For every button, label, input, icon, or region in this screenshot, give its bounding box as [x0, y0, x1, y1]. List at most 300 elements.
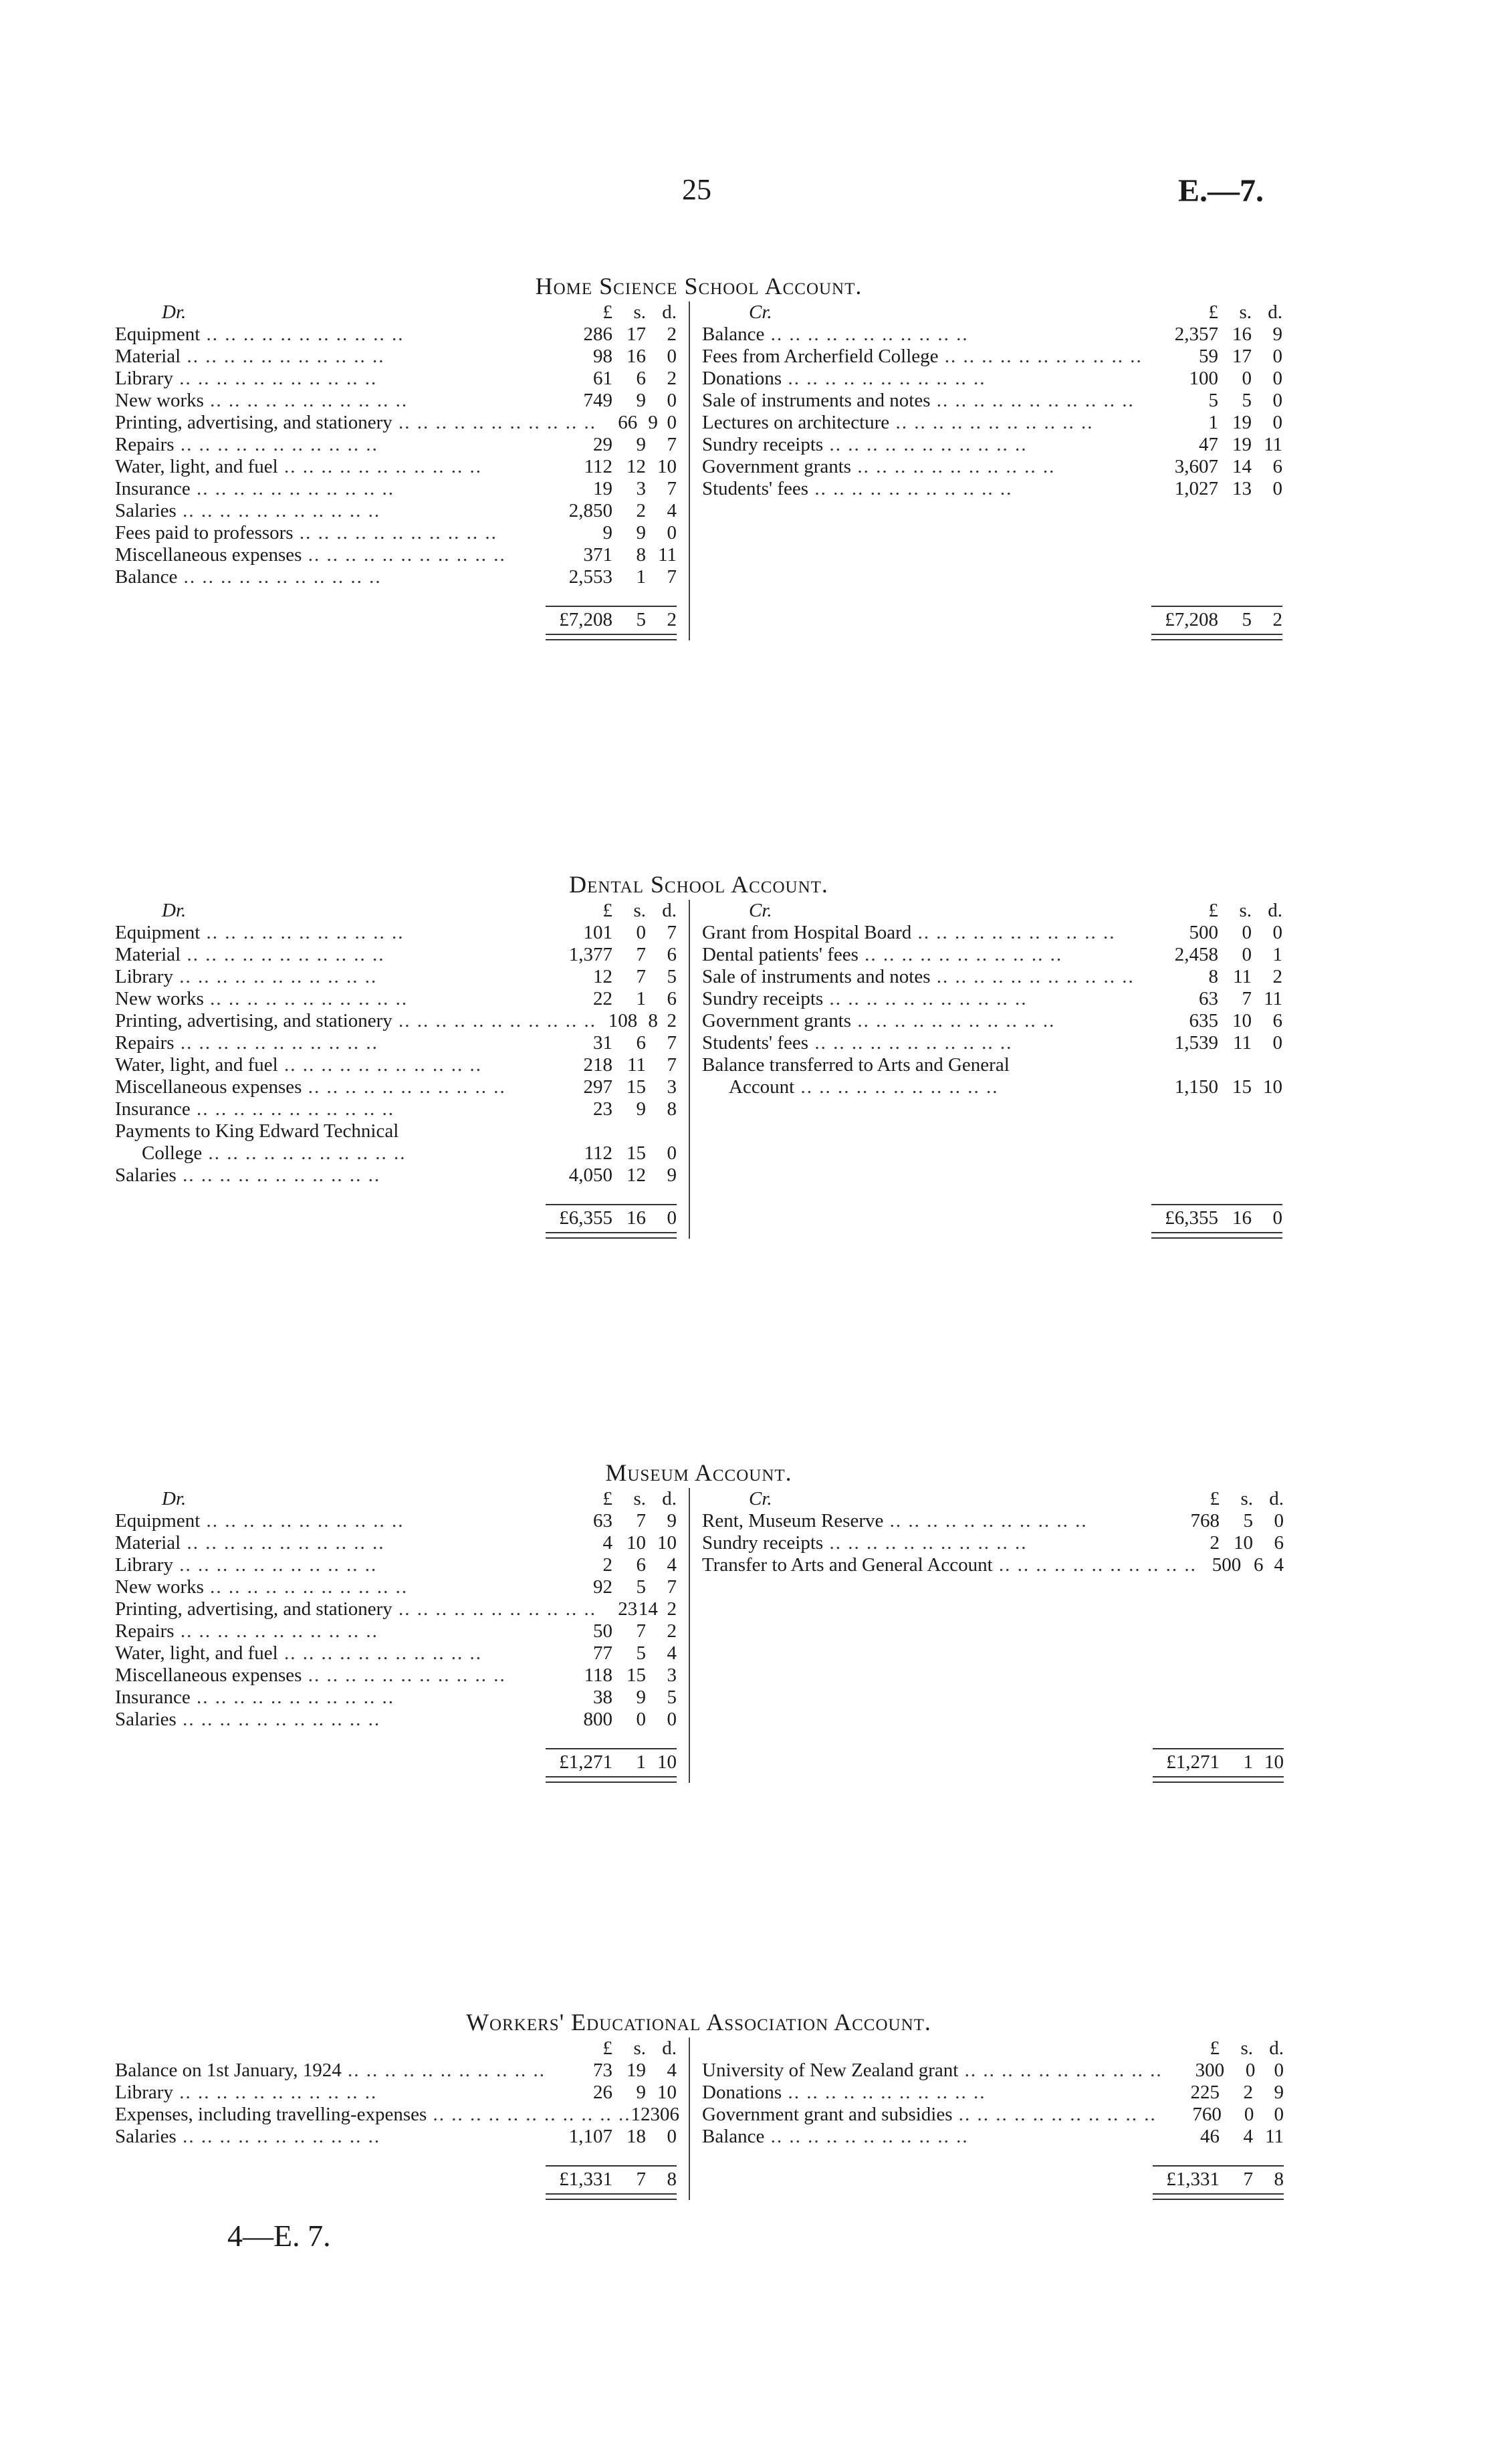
amount-pence: 0	[1272, 368, 1282, 389]
amount-pence: 3	[667, 1076, 677, 1098]
ledger-row	[115, 1010, 677, 1032]
amount-shillings: 0	[636, 922, 646, 943]
dr-side	[115, 900, 690, 1239]
amount-pence: 6	[1274, 1532, 1284, 1554]
leader-dots: .. .. .. .. .. .. .. .. .. .. ..	[181, 1532, 385, 1554]
ledger-item	[115, 566, 546, 588]
ledger-row	[115, 500, 677, 522]
amount-pounds: 286	[583, 324, 612, 345]
leader-dots: .. .. .. .. .. .. .. .. .. .. ..	[392, 412, 597, 433]
ledger-item	[702, 368, 1151, 390]
dr-side	[115, 301, 690, 640]
leader-dots: .. .. .. .. .. .. .. .. .. .. ..	[174, 434, 378, 455]
column-header: £	[1208, 900, 1218, 921]
ledger-item	[115, 346, 546, 368]
total-pounds: £1,271	[1166, 1751, 1220, 1773]
amount-shillings: 19	[1232, 434, 1252, 455]
ledger-item	[115, 966, 546, 988]
amount-pence: 0	[667, 1142, 677, 1164]
ledger-item-label: Fees paid to professors	[115, 522, 294, 543]
ledger-row	[115, 1120, 677, 1142]
dr-total	[115, 606, 677, 640]
cr-total	[702, 1204, 1282, 1239]
amount-shillings: 1	[636, 988, 646, 1009]
amount-pounds: 23	[593, 1098, 612, 1120]
leader-dots: .. .. .. .. .. .. .. .. .. .. ..	[392, 1010, 597, 1031]
ledger-row	[115, 1532, 677, 1554]
amount-pence: 8	[667, 1098, 677, 1120]
ledger-item	[115, 1032, 546, 1054]
ledger-item	[115, 1164, 546, 1187]
amount-pence: 11	[1265, 2126, 1284, 2147]
ledger-item	[115, 2082, 546, 2104]
rule-line	[546, 2193, 677, 2200]
leader-dots: .. .. .. .. .. .. .. .. .. .. ..	[173, 1554, 378, 1576]
ledger-item-label: New works	[115, 988, 204, 1009]
ledger-item	[115, 1709, 546, 1731]
ledger-item	[702, 412, 1151, 434]
amount-shillings: 0	[636, 1709, 646, 1730]
ledger-row	[115, 2060, 677, 2082]
double-rule	[115, 2191, 677, 2200]
amount-pounds: 26	[593, 2082, 612, 2103]
total-row	[702, 606, 1282, 631]
ledger-row	[115, 966, 677, 988]
amount-pounds: 2,850	[568, 500, 612, 521]
amount-pence: 6	[1272, 1010, 1282, 1031]
amount-pounds: 300	[1195, 2060, 1225, 2081]
column-header: £	[602, 301, 612, 323]
leader-dots: .. .. .. .. .. .. .. .. .. .. ..	[808, 478, 1013, 499]
ledger-item-label: Balance	[702, 2126, 765, 2147]
amount-pence: 0	[1272, 1032, 1282, 1054]
amount-pence: 0	[1274, 1510, 1284, 1531]
leader-dots: .. .. .. .. .. .. .. .. .. .. ..	[392, 1598, 597, 1620]
amount-pounds: 31	[593, 1032, 612, 1054]
cr-side	[690, 2038, 1284, 2200]
cr-side	[690, 1488, 1284, 1783]
account-columns	[115, 301, 1282, 640]
ledger-row	[702, 1164, 1282, 1187]
ledger-row	[702, 1620, 1284, 1642]
column-header: d.	[662, 2038, 677, 2059]
amount-pounds: 1	[1208, 412, 1218, 433]
column-header: s.	[633, 2038, 646, 2059]
amount-shillings: 15	[626, 1665, 646, 1686]
amount-pence: 0	[667, 346, 677, 367]
ledger-item-label: Salaries	[115, 1164, 177, 1186]
ledger-item	[115, 1576, 546, 1598]
ledger-item	[115, 944, 546, 966]
amount-shillings: 15	[626, 1142, 646, 1164]
amount-pence: 6	[1272, 456, 1282, 477]
ledger-row	[115, 1709, 677, 1731]
amount-shillings: 12	[626, 1164, 646, 1186]
amount-pence: 11	[1264, 988, 1282, 1009]
ledger-item-label: Library	[115, 1554, 173, 1576]
ledger-item-label: Printing, advertising, and stationery	[115, 1010, 392, 1031]
total-pounds: £1,271	[559, 1751, 612, 1773]
column-header: d.	[662, 301, 677, 323]
amount-pounds: 77	[593, 1642, 612, 1664]
amount-shillings: 5	[1243, 1510, 1253, 1531]
total-row	[115, 606, 677, 631]
double-rule	[702, 1773, 1284, 1783]
ledger-row	[702, 1554, 1284, 1576]
ledger-item-label: Material	[115, 944, 181, 965]
ledger-item-label: Water, light, and fuel	[115, 1054, 278, 1076]
ledger-row	[115, 566, 677, 588]
amount-pounds: 5	[1208, 390, 1218, 411]
ledger-item-label: Sundry receipts	[702, 1532, 824, 1554]
column-header: d.	[662, 1488, 677, 1509]
amount-pence: 7	[667, 1576, 677, 1598]
ledger-row	[702, 1598, 1284, 1620]
amount-shillings: 1	[636, 566, 646, 588]
amount-pounds: 500	[1189, 922, 1218, 943]
ledger-item	[115, 544, 546, 566]
total-pounds: £7,208	[1165, 609, 1218, 630]
cr-side	[690, 301, 1282, 640]
dr-side	[115, 2038, 690, 2200]
ledger-row	[702, 944, 1282, 966]
ledger-item-label: Equipment	[115, 922, 201, 943]
ledger-row	[115, 2104, 680, 2126]
amount-pounds: 63	[1199, 988, 1218, 1009]
ledger-row	[702, 522, 1282, 544]
ledger-row	[115, 324, 677, 346]
ledger-item	[702, 1510, 1153, 1532]
ledger-item	[115, 1142, 546, 1164]
amount-pence: 0	[1272, 412, 1282, 433]
ledger-item	[702, 1076, 1151, 1098]
ledger-item	[115, 1598, 596, 1620]
amount-shillings: 4	[1243, 2126, 1253, 2147]
amount-shillings: 0	[660, 2104, 670, 2125]
amount-pounds: 4,050	[568, 1164, 612, 1186]
amount-pounds: 371	[583, 544, 612, 566]
dr-side	[115, 1488, 690, 1783]
amount-shillings: 17	[626, 324, 646, 345]
amount-pounds: 9	[602, 522, 612, 543]
amount-pounds: 38	[593, 1687, 612, 1708]
amount-pence: 6	[667, 988, 677, 1009]
page-reference: E.—7.	[1178, 173, 1264, 209]
amount-pence: 6	[667, 944, 677, 965]
rule-line	[1151, 1232, 1282, 1239]
amount-pounds: 297	[583, 1076, 612, 1098]
amount-shillings: 7	[636, 1510, 646, 1531]
ledger-row	[702, 988, 1282, 1010]
ledger-row	[115, 1665, 677, 1687]
ledger-item	[115, 522, 546, 544]
amount-pence: 11	[1264, 434, 1282, 455]
leader-dots: .. .. .. .. .. .. .. .. .. .. ..	[177, 566, 382, 588]
ledger-row	[702, 500, 1282, 522]
ledger-row	[115, 456, 677, 478]
amount-shillings: 9	[636, 1687, 646, 1708]
ledger-item	[115, 1620, 546, 1642]
ledger-row	[115, 2082, 677, 2104]
leader-dots: .. .. .. .. .. .. .. .. .. .. ..	[302, 1076, 506, 1098]
ledger-item-label: Students' fees	[702, 1032, 809, 1054]
ledger-row	[702, 2060, 1284, 2082]
leader-dots: .. .. .. .. .. .. .. .. .. .. ..	[427, 2104, 631, 2125]
amount-pence: 0	[667, 412, 677, 433]
ledger-item-label: Equipment	[115, 324, 201, 345]
workers-educational-association-account	[115, 2007, 1282, 2200]
amount-shillings: 14	[638, 1598, 658, 1620]
total-shillings: 16	[626, 1207, 646, 1229]
page-number: 25	[682, 173, 711, 206]
dr-header-row	[115, 2038, 677, 2060]
amount-shillings: 10	[1234, 1532, 1253, 1554]
total-pounds: £1,331	[1166, 2169, 1220, 2190]
amount-pence: 11	[658, 544, 677, 566]
amount-shillings: 0	[1245, 2060, 1256, 2081]
leader-dots: .. .. .. .. .. .. .. .. .. .. ..	[176, 500, 381, 521]
ledger-item	[702, 2082, 1153, 2104]
total-pence: 10	[1264, 1751, 1284, 1773]
ledger-item	[702, 2060, 1163, 2082]
leader-dots: .. .. .. .. .. .. .. .. .. .. ..	[782, 2082, 986, 2103]
ledger-item-label: Rent, Museum Reserve	[702, 1510, 884, 1531]
ledger-item	[115, 456, 546, 478]
ledger-item	[702, 324, 1151, 346]
ledger-item	[702, 922, 1151, 944]
amount-shillings: 7	[636, 1620, 646, 1642]
ledger-row	[115, 1554, 677, 1576]
ledger-item	[702, 346, 1151, 368]
amount-shillings: 0	[1244, 2104, 1254, 2125]
ledger-row	[115, 412, 677, 434]
ledger-item-label: Transfer to Arts and General Account	[702, 1554, 993, 1576]
amount-pence: 7	[667, 922, 677, 943]
amount-pounds: 108	[608, 1010, 638, 1031]
amount-pence: 4	[667, 2060, 677, 2081]
leader-dots: .. .. .. .. .. .. .. .. .. .. ..	[203, 1576, 409, 1598]
amount-pence: 9	[667, 1510, 677, 1531]
amount-shillings: 6	[1253, 1554, 1264, 1576]
amount-pence: 2	[1272, 966, 1282, 987]
ledger-item-label: Government grant and subsidies	[702, 2104, 953, 2125]
amount-pounds: 2	[1210, 1532, 1220, 1554]
amount-pence: 5	[667, 1687, 677, 1708]
total-row	[115, 2165, 677, 2191]
amount-shillings: 15	[626, 1076, 646, 1098]
amount-pence: 2	[667, 1598, 677, 1620]
leader-dots: .. .. .. .. .. .. .. .. .. .. ..	[883, 1510, 1088, 1531]
column-header: £	[602, 900, 612, 921]
total-shillings: 1	[1243, 1751, 1253, 1773]
ledger-item-label: Sale of instruments and notes	[702, 390, 931, 411]
ledger-item	[702, 1032, 1151, 1054]
total-pence: 0	[1272, 1207, 1282, 1229]
ledger-row	[115, 1076, 677, 1098]
amount-pounds: 59	[1199, 346, 1218, 367]
amount-pounds: 112	[584, 456, 612, 477]
ledger-item	[115, 2126, 546, 2148]
ledger-item-label: Payments to King Edward Technical	[115, 1120, 399, 1142]
amount-pounds: 500	[1212, 1554, 1242, 1576]
amount-shillings: 10	[1232, 1010, 1252, 1031]
ledger-row	[115, 1098, 677, 1120]
ledger-item-label: Government grants	[702, 1010, 852, 1031]
amount-pence: 3	[667, 1665, 677, 1686]
amount-pounds: 50	[593, 1620, 612, 1642]
total-pence: 8	[1274, 2169, 1284, 2190]
amount-pounds: 19	[593, 478, 612, 499]
total-amount	[1151, 1204, 1282, 1229]
ledger-item-label: Expenses, including travelling-expenses	[115, 2104, 427, 2125]
ledger-item-label: Material	[115, 346, 181, 367]
ledger-row	[115, 1598, 677, 1620]
ledger-item	[115, 988, 546, 1010]
leader-dots: .. .. .. .. .. .. .. .. .. .. ..	[302, 544, 506, 566]
leader-dots: .. .. .. .. .. .. .. .. .. .. ..	[203, 988, 409, 1009]
ledger-row	[702, 368, 1282, 390]
amount-shillings: 11	[1233, 1032, 1252, 1054]
amount-pence: 9	[1274, 2082, 1284, 2103]
amount-shillings: 9	[636, 522, 646, 543]
amount-pence: 9	[1272, 324, 1282, 345]
ledger-item-label: Library	[115, 368, 173, 389]
ledger-row	[115, 478, 677, 500]
ledger-item	[115, 1532, 546, 1554]
ledger-item	[702, 944, 1151, 966]
ledger-row	[702, 922, 1282, 944]
amount-pence: 1	[1272, 944, 1282, 965]
column-header: £	[1210, 1488, 1220, 1509]
ledger-row	[702, 412, 1282, 434]
amount-pounds: 2	[602, 1554, 612, 1576]
amount-pence: 0	[1272, 478, 1282, 499]
ledger-row	[702, 566, 1282, 588]
leader-dots: .. .. .. .. .. .. .. .. .. .. ..	[858, 944, 1063, 965]
leader-dots: .. .. .. .. .. .. .. .. .. .. ..	[992, 1554, 1197, 1576]
ledger-row	[702, 1054, 1282, 1076]
amount-shillings: 8	[636, 544, 646, 566]
amount-pounds: 46	[1200, 2126, 1220, 2147]
leader-dots: .. .. .. .. .. .. .. .. .. .. ..	[277, 1642, 482, 1664]
column-header: £	[1210, 2038, 1220, 2059]
column-header: £	[602, 1488, 612, 1509]
amount-pence: 6	[669, 2104, 680, 2125]
amount-pounds: 112	[584, 1142, 612, 1164]
amount-pence: 0	[1272, 346, 1282, 367]
leader-dots: .. .. .. .. .. .. .. .. .. .. ..	[181, 944, 385, 965]
amount-shillings: 9	[636, 390, 646, 411]
total-row	[115, 1748, 677, 1773]
total-shillings: 1	[636, 1751, 646, 1773]
cr-header-row	[702, 1488, 1284, 1510]
ledger-item-label: Insurance	[115, 478, 191, 499]
ledger-row	[702, 1032, 1282, 1054]
cr-header-row	[702, 900, 1282, 922]
dr-header-row	[115, 301, 677, 324]
ledger-item-label: Water, light, and fuel	[115, 1642, 278, 1664]
ledger-row	[115, 346, 677, 368]
dr-total	[115, 1748, 677, 1783]
leader-dots: .. .. .. .. .. .. .. .. .. .. ..	[202, 1142, 407, 1164]
dr-header-row	[115, 1488, 677, 1510]
amount-shillings: 5	[636, 1576, 646, 1598]
dental-school-account	[115, 869, 1282, 1239]
ledger-row	[115, 522, 677, 544]
amount-shillings: 16	[626, 346, 646, 367]
leader-dots: .. .. .. .. .. .. .. .. .. .. ..	[277, 1054, 482, 1076]
account-columns	[115, 900, 1282, 1239]
ledger-item	[702, 434, 1151, 456]
leader-dots: .. .. .. .. .. .. .. .. .. .. ..	[190, 1098, 394, 1120]
amount-pounds: 73	[593, 2060, 613, 2081]
amount-shillings: 5	[636, 1642, 646, 1664]
leader-dots: .. .. .. .. .. .. .. .. .. .. ..	[176, 1164, 381, 1186]
leader-dots: .. .. .. .. .. .. .. .. .. .. ..	[174, 1032, 378, 1054]
amount-pounds: 100	[1189, 368, 1218, 389]
leader-dots: .. .. .. .. .. .. .. .. .. .. ..	[782, 368, 986, 389]
amount-pounds: 23	[618, 1598, 638, 1620]
column-header: s.	[1240, 2038, 1253, 2059]
ledger-row	[115, 1687, 677, 1709]
account-columns	[115, 1488, 1282, 1783]
amount-pence: 4	[667, 1554, 677, 1576]
ledger-item-label: Library	[115, 966, 173, 987]
ledger-item-label: Insurance	[115, 1098, 191, 1120]
ledger-row	[115, 434, 677, 456]
ledger-item-label: Donations	[702, 368, 782, 389]
ledger-row	[115, 988, 677, 1010]
amount-pounds: 63	[593, 1510, 612, 1531]
leader-dots: .. .. .. .. .. .. .. .. .. .. ..	[958, 2060, 1163, 2081]
home-science-account	[115, 271, 1282, 640]
amount-pence: 4	[1274, 1554, 1284, 1576]
museum-account	[115, 1457, 1282, 1783]
amount-pence: 7	[667, 566, 677, 588]
amount-shillings: 18	[626, 2126, 646, 2147]
amount-pence: 0	[1272, 390, 1282, 411]
amount-shillings: 11	[627, 1054, 646, 1076]
amount-shillings: 7	[636, 966, 646, 987]
leader-dots: .. .. .. .. .. .. .. .. .. .. ..	[173, 966, 378, 987]
amount-pounds: 123	[631, 2104, 661, 2125]
ledger-item-label: Library	[115, 2082, 173, 2103]
ledger-item-label: Balance on 1st January, 1924	[115, 2060, 342, 2081]
total-amount	[1151, 606, 1282, 631]
ledger-row	[702, 1098, 1282, 1120]
amount-pounds: 12	[593, 966, 612, 987]
account-title: Home Science School Account.	[535, 273, 863, 299]
column-header: £	[1208, 301, 1218, 323]
leader-dots: .. .. .. .. .. .. .. .. .. .. ..	[851, 456, 1056, 477]
leader-dots: .. .. .. .. .. .. .. .. .. .. ..	[203, 390, 409, 411]
ledger-row	[702, 966, 1282, 988]
ledger-item-label: Printing, advertising, and stationery	[115, 1598, 392, 1620]
dr-header-row	[115, 900, 677, 922]
ledger-item	[115, 1098, 546, 1120]
ledger-row	[115, 1576, 677, 1598]
leader-dots: .. .. .. .. .. .. .. .. .. .. ..	[200, 324, 405, 345]
ledger-item-label: New works	[115, 390, 204, 411]
ledger-item-label: University of New Zealand grant	[702, 2060, 959, 2081]
ledger-item-label: Lectures on architecture	[702, 412, 890, 433]
double-rule	[702, 1229, 1282, 1239]
ledger-item-label: Balance	[702, 324, 765, 345]
cr-side	[690, 900, 1282, 1239]
ledger-item	[702, 478, 1151, 500]
ledger-row	[702, 1510, 1284, 1532]
ledger-item	[115, 1076, 546, 1098]
